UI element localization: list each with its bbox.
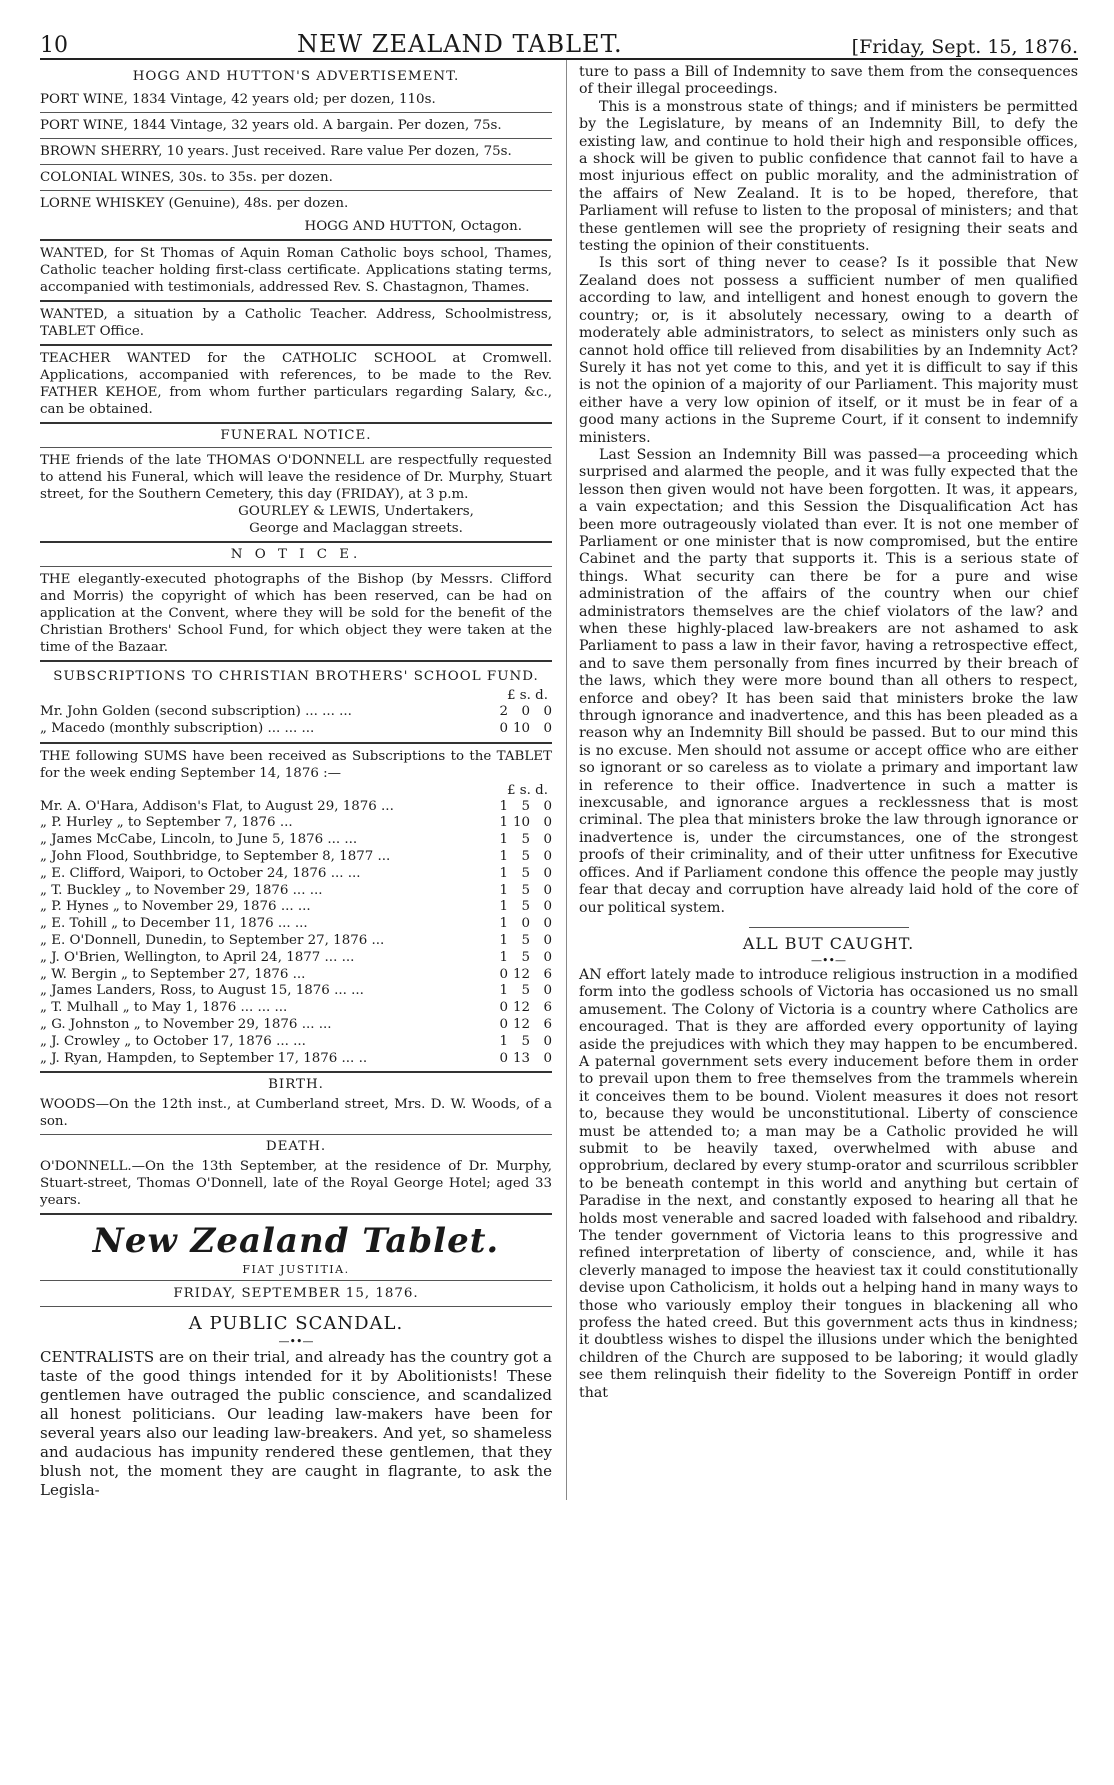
ad-item: PORT WINE, 1844 Vintage, 32 years old. A bargain. Per dozen, 75s. <box>40 118 502 133</box>
pounds: 1 <box>499 899 508 915</box>
currency-header: £ s. d. <box>507 688 548 703</box>
divider <box>40 1306 552 1307</box>
wanted-ad-1: WANTED, for St Thomas of Aquin Roman Catholic boys school, Thames, Catholic teacher holding first-class certificate. Applications stating terms, accompanied with testimonials, addressed Rev. S. Chastagnon, Thames. <box>40 246 552 295</box>
subscriber: „ T. Mulhall „ to May 1, 1876 ... ... ... <box>40 1000 288 1016</box>
subscriber: Mr. A. O'Hara, Addison's Flat, to August 29, 1876 ... <box>40 798 394 814</box>
subscriber: „ James McCabe, Lincoln, to June 5, 1876 ... ... <box>40 832 358 848</box>
wanted-ad-2: WANTED, a situation by a Catholic Teacher. Address, Schoolmistress, TABLET Office. <box>40 307 552 339</box>
column-rule <box>566 60 567 1500</box>
shillings: 5 <box>521 899 530 915</box>
hogg-hutton-ad <box>40 64 552 235</box>
scandal-paragraph-1: CENTRALISTS are on their trial, and already has the country got a taste of the good things intended for it by Abolitionists! These gentlemen have outraged the public conscience, and scandalized all honest politicians. Our leading law-makers have been for several years also our leading law-breakers. And yet, so shameless and audacious has impunity rendered these gentlemen, that they blush not, the moment they are caught in flagrante, to ask the Legisla- <box>40 1348 552 1500</box>
shillings: 12 <box>512 966 530 982</box>
scandal-heading: A PUBLIC SCANDAL. <box>188 1313 404 1335</box>
subscriber: „ P. Hynes „ to November 29, 1876 ... ... <box>40 899 311 915</box>
ad-item: BROWN SHERRY, 10 years. Just received. Rare value Per dozen, 75s. <box>40 144 512 159</box>
ornament: —••— <box>811 953 846 967</box>
shillings: 0 <box>521 916 530 932</box>
subscriber: „ James Landers, Ross, to August 15, 1876 ... ... <box>40 983 364 999</box>
funeral-body: THE friends of the late THOMAS O'DONNELL are respectfully requested to attend his Funeral, which will leave the residence of Dr. Murphy, Stuart street, for the Southern Cemetery, this day (FRIDAY), at 3 p.m. <box>40 453 552 502</box>
left-column <box>40 60 560 1500</box>
pence: 0 <box>543 1033 552 1049</box>
shillings: 5 <box>521 932 530 948</box>
divider <box>40 422 552 424</box>
divider <box>40 112 552 113</box>
pounds: 1 <box>499 832 508 848</box>
page-header <box>40 0 1078 60</box>
pence: 0 <box>543 983 552 999</box>
pence: 6 <box>543 966 552 982</box>
divider <box>40 742 552 744</box>
pence: 0 <box>543 815 552 831</box>
caught-heading: ALL BUT CAUGHT. <box>742 933 915 953</box>
pence: 6 <box>543 1016 552 1032</box>
scandal-paragraph-1-cont: ture to pass a Bill of Indemnity to save them from the consequences of their illegal proceedings. <box>579 64 1078 98</box>
divider <box>40 1134 552 1135</box>
subscriber: „ John Flood, Southbridge, to September 8, 1877 ... <box>40 848 391 864</box>
shillings: 5 <box>521 1033 530 1049</box>
divider <box>40 164 552 165</box>
table-row <box>40 832 552 849</box>
divider <box>40 1071 552 1073</box>
fund-heading: SUBSCRIPTIONS TO CHRISTIAN BROTHERS' SCHOOL FUND. <box>53 669 539 684</box>
pounds: 1 <box>499 815 508 831</box>
subscriber: „ E. Clifford, Waipori, to October 24, 1876 ... ... <box>40 865 361 881</box>
table-row <box>40 1051 552 1068</box>
shillings: 5 <box>521 832 530 848</box>
divider <box>40 566 552 567</box>
table-row <box>40 933 552 950</box>
shillings: 5 <box>521 949 530 965</box>
currency-header: £ s. d. <box>507 782 548 798</box>
table-row <box>40 983 552 1000</box>
shillings: 5 <box>521 848 530 864</box>
table-row <box>40 721 552 738</box>
birth-heading: BIRTH. <box>268 1077 324 1093</box>
subscriber: „ J. Crowley „ to October 17, 1876 ... ... <box>40 1033 306 1049</box>
pence: 0 <box>543 798 552 814</box>
pounds: 0 <box>499 1016 508 1032</box>
shillings: 0 <box>521 704 530 719</box>
ad-heading: HOGG AND HUTTON'S ADVERTISEMENT. <box>132 69 460 84</box>
pounds: 1 <box>499 848 508 864</box>
table-row <box>40 950 552 967</box>
ornament: —••— <box>278 1335 314 1349</box>
pence: 0 <box>543 899 552 915</box>
shillings: 5 <box>521 983 530 999</box>
pounds: 1 <box>499 949 508 965</box>
pence: 0 <box>543 704 552 719</box>
table-row <box>40 916 552 933</box>
divider <box>40 660 552 662</box>
undertaker-name: GOURLEY & LEWIS, Undertakers, <box>238 504 474 519</box>
pence: 0 <box>543 882 552 898</box>
table-row <box>40 799 552 816</box>
header-date: [Friday, Sept. 15, 1876. <box>851 36 1078 58</box>
pence: 0 <box>543 832 552 848</box>
pounds: 0 <box>499 1050 508 1066</box>
table-row <box>40 866 552 883</box>
right-column <box>573 60 1078 1500</box>
shillings: 10 <box>512 815 530 831</box>
shillings: 12 <box>512 1000 530 1016</box>
shillings: 5 <box>521 865 530 881</box>
subscriber: „ E. O'Donnell, Dunedin, to September 27, 1876 ... <box>40 932 385 948</box>
divider <box>40 541 552 543</box>
teacher-wanted-ad: TEACHER WANTED for the CATHOLIC SCHOOL at Cromwell. Applications, accompanied with references, to be made to the Rev. FATHER KEHOE, from whom further particulars regarding Salary, &c., can be obtained. <box>40 351 552 417</box>
notice-heading: N O T I C E. <box>230 547 362 562</box>
table-row <box>40 704 552 721</box>
pence: 0 <box>543 865 552 881</box>
pounds: 1 <box>499 932 508 948</box>
shillings: 5 <box>521 882 530 898</box>
death-heading: DEATH. <box>265 1139 327 1155</box>
table-row <box>40 899 552 916</box>
pence: 0 <box>543 916 552 932</box>
pence: 0 <box>543 932 552 948</box>
pounds: 1 <box>499 798 508 814</box>
subscriber: „ W. Bergin „ to September 27, 1876 ... <box>40 966 306 982</box>
notice-body: THE elegantly-executed photographs of the Bishop (by Messrs. Clifford and Morris) the copyright of which has been reserved, can be had on application at the Convent, where they will be sold for the benefit of the Christian Brothers' School Fund, for which object they were taken at the time of the Bazaar. <box>40 572 552 655</box>
pounds: 0 <box>499 1000 508 1016</box>
subscriber: „ J. O'Brien, Wellington, to April 24, 1877 ... ... <box>40 949 355 965</box>
pence: 0 <box>543 1050 552 1066</box>
masthead-date: FRIDAY, SEPTEMBER 15, 1876. <box>173 1286 419 1302</box>
masthead-title: New Zealand Tablet. <box>92 1221 500 1262</box>
divider <box>40 344 552 346</box>
funeral-heading: FUNERAL NOTICE. <box>220 428 372 443</box>
ad-item: LORNE WHISKEY (Genuine), 48s. per dozen. <box>40 196 349 211</box>
table-row <box>40 815 552 832</box>
divider <box>40 1280 552 1281</box>
pounds: 1 <box>499 882 508 898</box>
newspaper-title: NEW ZEALAND TABLET. <box>296 30 623 58</box>
shillings: 12 <box>512 1016 530 1032</box>
subscriber: „ E. Tohill „ to December 11, 1876 ... ... <box>40 916 308 932</box>
divider <box>40 447 552 448</box>
divider <box>40 300 552 302</box>
pence: 6 <box>543 1000 552 1016</box>
subscriber: „ T. Buckley „ to November 29, 1876 ... ... <box>40 882 323 898</box>
pounds: 2 <box>499 704 508 719</box>
sums-intro: THE following SUMS have been received as Subscriptions to the TABLET for the week ending September 14, 1876 :— <box>40 748 552 781</box>
table-row <box>40 1017 552 1034</box>
divider <box>749 927 909 928</box>
pence: 0 <box>543 949 552 965</box>
page-number: 10 <box>40 33 68 58</box>
table-row <box>40 1034 552 1051</box>
divider <box>40 239 552 241</box>
scandal-paragraph-2: This is a monstrous state of things; and if ministers be permitted by the Legislature, by means of an Indemnity Bill, to defy the existing law, and continue to hold their high and responsible offices, a shock will be given to public confidence that cannot fail to have a most injurious effect on public morality, and the administration of the affairs of New Zealand. It is to be hoped, therefore, that Parliament will refuse to listen to the proposal of ministers; and that these gentlemen will see the propriety of resigning their seats and testing the opinion of their constituents. <box>579 98 1078 255</box>
pounds: 1 <box>499 865 508 881</box>
birth-body: WOODS—On the 12th inst., at Cumberland street, Mrs. D. W. Woods, of a son. <box>40 1097 552 1130</box>
pounds: 1 <box>499 983 508 999</box>
divider <box>40 138 552 139</box>
fund-table <box>40 704 552 738</box>
pounds: 0 <box>499 966 508 982</box>
pounds: 1 <box>499 1033 508 1049</box>
ad-item: PORT WINE, 1834 Vintage, 42 years old; per dozen, 110s. <box>40 92 436 107</box>
caught-paragraph-1: AN effort lately made to introduce religious instruction in a modified form into the godless schools of Victoria has occasioned us no small amusement. The Colony of Victoria is a country where Catholics are encouraged. That is they are afforded every opportunity of laying aside the prejudices with which they may happen to be encumbered. A paternal government sets every inducement before them in order to prevail upon them to free themselves from the trammels wherein it conceives them to be bound. Violent measures it does not resort to, because they would be unconstitutional. Liberty of conscience must be attended to; a man may be a Catholic provided he will submit to be heavily taxed, overwhelmed with abuse and opprobrium, declared by every stump-orator and scurrilous scribbler to be beneath contempt in this world and anything but certain of Paradise in the next, and constantly exposed to hearing all that he holds most venerable and sacred loaded with falsehood and ribaldry. The tender government of Victoria leans to this progressive and refined interpretation of liberty of conscience, and, while it has cleverly managed to impose the heaviest tax it could constitutionally devise upon Catholicism, it holds out a helping hand in many ways to those who variously employ their tongues in blackening all who profess the hated creed. But this government acts thus in kindness; it doubtless wishes to dispel the illusions under which the benighted children of the Church are supposed to be laboring; it would gladly see them relinquish their fidelity to the Sovereign Pontiff in order that <box>579 966 1078 1401</box>
subscriber: „ J. Ryan, Hampden, to September 17, 1876 ... .. <box>40 1050 368 1066</box>
sums-table <box>40 799 552 1068</box>
ad-signature: HOGG AND HUTTON, Octagon. <box>304 219 522 234</box>
subscriber: „ Macedo (monthly subscription) ... ... ... <box>40 720 315 736</box>
columns <box>40 60 1078 1500</box>
shillings: 5 <box>521 798 530 814</box>
shillings: 10 <box>512 720 530 736</box>
scandal-paragraph-3: Is this sort of thing never to cease? Is it possible that New Zealand does not possess a sufficient number of men qualified according to law, and intelligent and honest enough to govern the country; or, is it absolutely necessary, owing to a dearth of moderately able administrators, to select as ministers only such as cannot hold office till relieved from disabilities by an Indemnity Act? Surely it has not yet come to this, and yet it is difficult to say if this is not the opinion of a majority of our Parliament. This majority must either have a very low opinion of itself, or it must be in fear of a good many actions in the Supreme Court, if it consent to indemnify ministers. <box>579 255 1078 446</box>
table-row <box>40 967 552 984</box>
table-row <box>40 883 552 900</box>
subscriber: „ G. Johnston „ to November 29, 1876 ... ... <box>40 1016 332 1032</box>
table-row <box>40 849 552 866</box>
pence: 0 <box>543 848 552 864</box>
scandal-paragraph-4: Last Session an Indemnity Bill was passed—a proceeding which surprised and alarmed the people, and it was fully expected that the lesson then given would not have been forgotten. It was, it appears, a vain expectation; and this Session the Disqualification Act has been more outrageously violated than ever. It is not one member of Parliament or one minister that is now compromised, but the entire Cabinet and the party that supports it. This is a serious state of things. What security can there be for a pure and wise administration of the affairs of the country when our chief administrators themselves are the chief violators of the law? and when these highly-placed law-breakers are not ashamed to ask Parliament to pass a law in their favor, having a retrospective effect, and to save them personally from fines incurred by their breach of the laws, which they were more bound than all others to respect, enforce and obey? It has been said that ministers broke the law through ignorance and inadvertence, and this has been pleaded as a reason why an Indemnity Bill should be passed. But to our mind this is no excuse. Men should not assume or accept office who are either so ignorant or so careless as to violate a primary and important law in reference to their office. Inadvertence in such a matter is inexcusable, and ignorance argues a recklessness that is most criminal. The plea that ministers broke the law through ignorance or inadvertence is, under the circumstances, one of the strongest proofs of their criminality, and of their utter unfitness for Executive offices. And if Parliament condone this offence the people may justly fear that decay and corruption have already laid hold of the core of our political system. <box>579 446 1078 916</box>
table-row <box>40 1000 552 1017</box>
shillings: 13 <box>512 1050 530 1066</box>
pounds: 1 <box>499 916 508 932</box>
subscriber: „ P. Hurley „ to September 7, 1876 ... <box>40 815 293 831</box>
death-body: O'DONNELL.—On the 13th September, at the residence of Dr. Murphy, Stuart-street, Thomas O'Donnell, late of the Royal George Hotel; aged 33 years. <box>40 1159 552 1209</box>
divider <box>40 190 552 191</box>
masthead-motto: FIAT JUSTITIA. <box>242 1263 350 1277</box>
pence: 0 <box>543 720 552 736</box>
undertaker-address: George and Maclaggan streets. <box>249 521 463 536</box>
pounds: 0 <box>499 720 508 736</box>
divider <box>40 1213 552 1215</box>
ad-item: COLONIAL WINES, 30s. to 35s. per dozen. <box>40 170 333 185</box>
subscriber: Mr. John Golden (second subscription) ... ... ... <box>40 704 352 719</box>
